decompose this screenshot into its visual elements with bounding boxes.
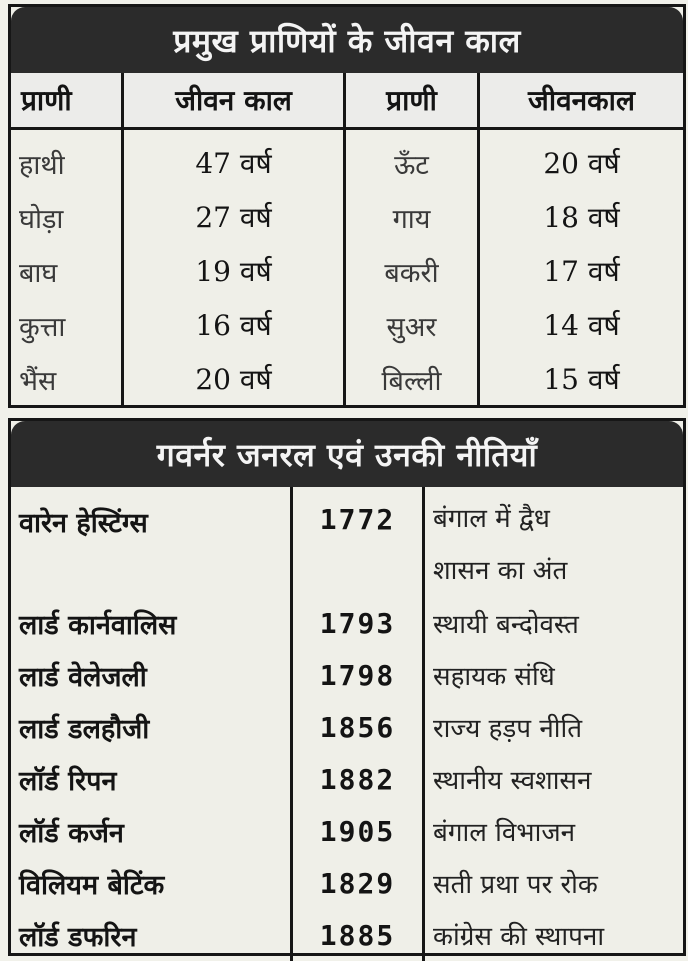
year-cell xyxy=(293,493,422,597)
year-cell: 1793 xyxy=(319,606,396,640)
governor-name-cell: लार्ड कार्नवालिस xyxy=(19,609,177,641)
year-cell: 1882 xyxy=(319,762,396,796)
lifespan-cell: 15 वर्ष xyxy=(543,363,620,396)
policy-cell: स्थानीय स्वशासन xyxy=(433,766,592,796)
animal-cell: बकरी xyxy=(384,257,439,289)
animal-cell: बिल्ली xyxy=(381,365,442,397)
year-cell: 1798 xyxy=(319,658,396,692)
policy-cell: सहायक संधि xyxy=(433,662,555,692)
animal-cell: सुअर xyxy=(386,311,437,343)
governors-table-body xyxy=(11,487,683,953)
policy-line: शासन का अंत xyxy=(433,556,568,586)
lifespan-cell: 18 वर्ष xyxy=(543,201,620,234)
governor-name-cell: लॉर्ड कर्जन xyxy=(19,817,124,849)
year-cell: 1905 xyxy=(319,814,396,848)
lifespan-table-title: प्रमुख प्राणियों के जीवन काल xyxy=(11,7,683,73)
animal-cell: ऊँट xyxy=(394,149,429,181)
animal-cell: भैंस xyxy=(19,365,57,397)
animal-column-1 xyxy=(11,130,124,406)
policy-line: बंगाल में द्वैध xyxy=(433,504,550,534)
year-column xyxy=(293,487,425,961)
lifespan-table-body xyxy=(11,130,683,406)
policy-cell: राज्य हड़प नीति xyxy=(433,714,583,744)
lifespan-cell: 16 वर्ष xyxy=(195,309,272,342)
header-lifespan-1: जीवन काल xyxy=(124,73,346,127)
year-cell: 1856 xyxy=(319,710,396,744)
lifespan-cell: 27 वर्ष xyxy=(195,201,272,234)
animal-cell: कुत्ता xyxy=(19,311,66,343)
governors-table-title: गवर्नर जनरल एवं उनकी नीतियाँ xyxy=(11,421,683,487)
animal-cell: हाथी xyxy=(19,149,65,181)
lifespan-table xyxy=(8,4,686,408)
lifespan-cell: 20 वर्ष xyxy=(543,147,620,180)
year-cell: 1885 xyxy=(319,918,396,952)
policy-column xyxy=(425,487,683,961)
animal-cell: बाघ xyxy=(19,257,58,289)
header-animal-1: प्राणी xyxy=(11,73,124,127)
lifespan-cell: 19 वर्ष xyxy=(195,255,272,288)
lifespan-column-1 xyxy=(124,130,346,406)
lifespan-cell: 17 वर्ष xyxy=(543,255,620,288)
governor-name: वारेन हेस्टिंग्स xyxy=(19,508,148,539)
animal-column-2 xyxy=(346,130,480,406)
governor-name-cell xyxy=(11,493,290,597)
governor-name-cell: लार्ड वेलेजली xyxy=(19,661,147,693)
lifespan-table-header xyxy=(11,73,683,130)
policy-cell: स्थायी बन्दोवस्त xyxy=(433,610,579,640)
year-value: 1772 xyxy=(319,503,396,536)
governor-name-column xyxy=(11,487,293,961)
governor-name-cell: लार्ड डलहौजी xyxy=(19,713,150,745)
animal-cell: गाय xyxy=(392,203,431,235)
lifespan-cell: 47 वर्ष xyxy=(195,147,272,180)
lifespan-cell: 14 वर्ष xyxy=(543,309,620,342)
governor-name-cell: विलियम बेटिंक xyxy=(19,869,165,901)
policy-cell: बंगाल विभाजन xyxy=(433,818,576,848)
lifespan-column-2 xyxy=(480,130,683,406)
lifespan-cell: 20 वर्ष xyxy=(195,363,272,396)
governor-name-cell: लॉर्ड रिपन xyxy=(19,765,117,797)
year-cell: 1829 xyxy=(319,866,396,900)
governor-name-cell: लॉर्ड डफरिन xyxy=(19,921,137,953)
policy-cell xyxy=(425,493,683,597)
governors-table xyxy=(8,418,686,956)
policy-cell: सती प्रथा पर रोक xyxy=(433,870,598,900)
policy-cell: कांग्रेस की स्थापना xyxy=(433,922,605,952)
header-lifespan-2: जीवनकाल xyxy=(528,84,635,117)
animal-cell: घोड़ा xyxy=(19,203,64,235)
header-animal-2: प्राणी xyxy=(346,73,480,127)
